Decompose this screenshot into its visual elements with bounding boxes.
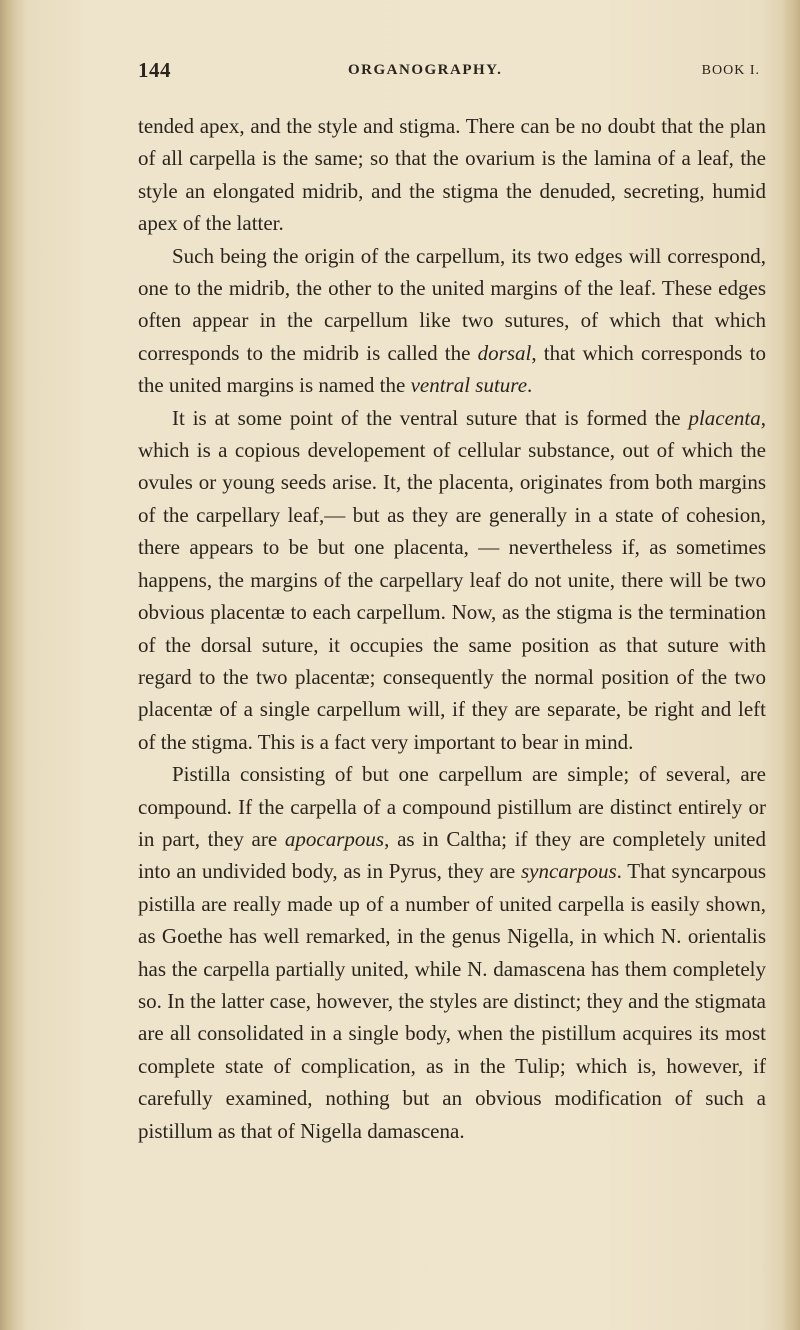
page-right-edge (782, 0, 800, 1330)
paragraph-4-text-b: , as in Caltha; if they are completely united into an undivided body, as in Pyrus, they are (138, 826, 767, 884)
paragraph-3-text-a: It is at some point of the ventral suture that is formed the (172, 405, 689, 430)
running-head: ORGANOGRAPHY. (348, 62, 503, 78)
page-binding-edge (0, 0, 26, 1330)
term-dorsal: dorsal (477, 340, 532, 365)
paragraph-4 (138, 758, 766, 1147)
paragraph-3 (138, 402, 766, 758)
paragraph-2 (138, 240, 766, 402)
paragraph-2-text-a: Such being the origin of the carpellum, its two edges will correspond, one to the midrib, the other to the united margins of the leaf. These edges often appear in the carpellum like two sutures, of which that which corresponds to the midrib is called the (138, 243, 766, 365)
paragraph-4-text-c: . That syncarpous pistilla are really made up of a number of united carpella is easily shown, as Goethe has well remarked, in the genus Nigella, in which N. orientalis has the carpella partially united, while N. damascena has them completely so. In the latter case, however, the styles are distinct; they and the stigmata are all consolidated in a single body, when the pistillum acquires its most complete state of complication, as in the Tulip; which is, however, if carefully examined, nothing but an obvious modification of such a pistillum as that of Nigella damascena. (138, 859, 767, 1143)
term-syncarpous: syncarpous (520, 859, 617, 884)
term-ventral-suture: ventral suture (410, 373, 528, 398)
page-header (138, 58, 766, 88)
paragraph-4-text-a: Pistilla consisting of but one carpellum are simple; of several, are compound. If the carpella of a compound pistillum are distinct entirely or in part, they are (138, 762, 766, 851)
paragraph-2-text-c: . (527, 373, 533, 398)
term-apocarpous: apocarpous (284, 826, 385, 851)
paragraph-3-text-b: , which is a copious developement of cellular substance, out of which the ovules or young seeds arise. It, the placenta, originates from both margins of the carpellary leaf,— but as they are generally in a state of cohesion, there appears to be but one placenta, — nevertheless if, as sometimes happens, the margins of the carpellary leaf do not unite, there will be two obvious placentæ to each carpellum. Now, as the stigma is the termination of the dorsal suture, it occupies the same position as that suture with regard to the two placentæ; consequently the normal position of the two placentæ of a single carpellum will, if they are separate, be right and left of the stigma. This is a fact very important to bear in mind. (138, 405, 766, 754)
paragraph-1-text: tended apex, and the style and stigma. There can be no doubt that the plan of all carpella is the same; so that the ovarium is the lamina of a leaf, the style an elongated midrib, and the stigma the denuded, secreting, humid apex of the latter. (138, 114, 766, 236)
book-label: BOOK I. (701, 63, 760, 78)
paragraph-2-text-b: , that which corresponds to the united margins is named the (138, 340, 766, 398)
term-placenta: placenta (688, 405, 761, 430)
paragraph-1 (138, 110, 766, 240)
page-number: 144 (138, 58, 171, 82)
body-text (138, 110, 766, 1147)
